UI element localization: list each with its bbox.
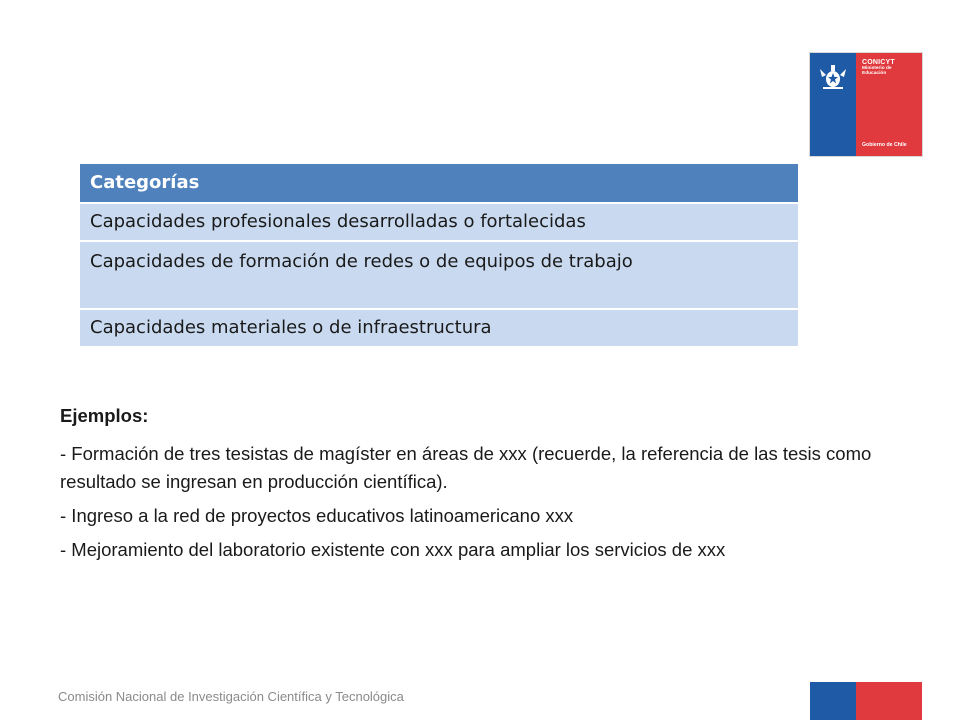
coat-of-arms-icon — [817, 63, 849, 91]
footer-blue-block — [810, 682, 856, 720]
example-item: - Ingreso a la red de proyectos educativos latinoamericano xxx — [60, 505, 574, 526]
table-row: Capacidades materiales o de infraestructura — [80, 308, 798, 346]
table-row: Capacidades profesionales desarrolladas o fortalecidas — [80, 202, 798, 240]
footer-red-block — [856, 682, 922, 720]
logo-brand: CONICYT — [862, 59, 895, 66]
logo-red-panel — [856, 53, 922, 156]
logo-ministry-line2: Educación — [862, 71, 887, 77]
example-item: - Mejoramiento del laboratorio existente con xxx para ampliar los servicios de xxx — [60, 539, 726, 560]
conicyt-logo — [810, 53, 922, 156]
table-row: Capacidades de formación de redes o de equipos de trabajo — [80, 240, 798, 308]
categories-table — [80, 164, 798, 346]
examples-heading: Ejemplos: — [60, 405, 149, 426]
table-header: Categorías — [80, 164, 798, 202]
logo-text — [862, 59, 895, 76]
footer-flag-bar — [810, 682, 922, 720]
examples-section — [60, 402, 900, 570]
logo-ministry-line1: Ministerio de — [862, 66, 892, 72]
footer-institution: Comisión Nacional de Investigación Científica y Tecnológica — [58, 689, 404, 704]
logo-government: Gobierno de Chile — [862, 142, 907, 148]
logo-blue-panel — [810, 53, 856, 156]
example-item: - Formación de tres tesistas de magíster en áreas de xxx (recuerde, la referencia de las tesis como resultado se ingresan en producción científica). — [60, 443, 872, 492]
